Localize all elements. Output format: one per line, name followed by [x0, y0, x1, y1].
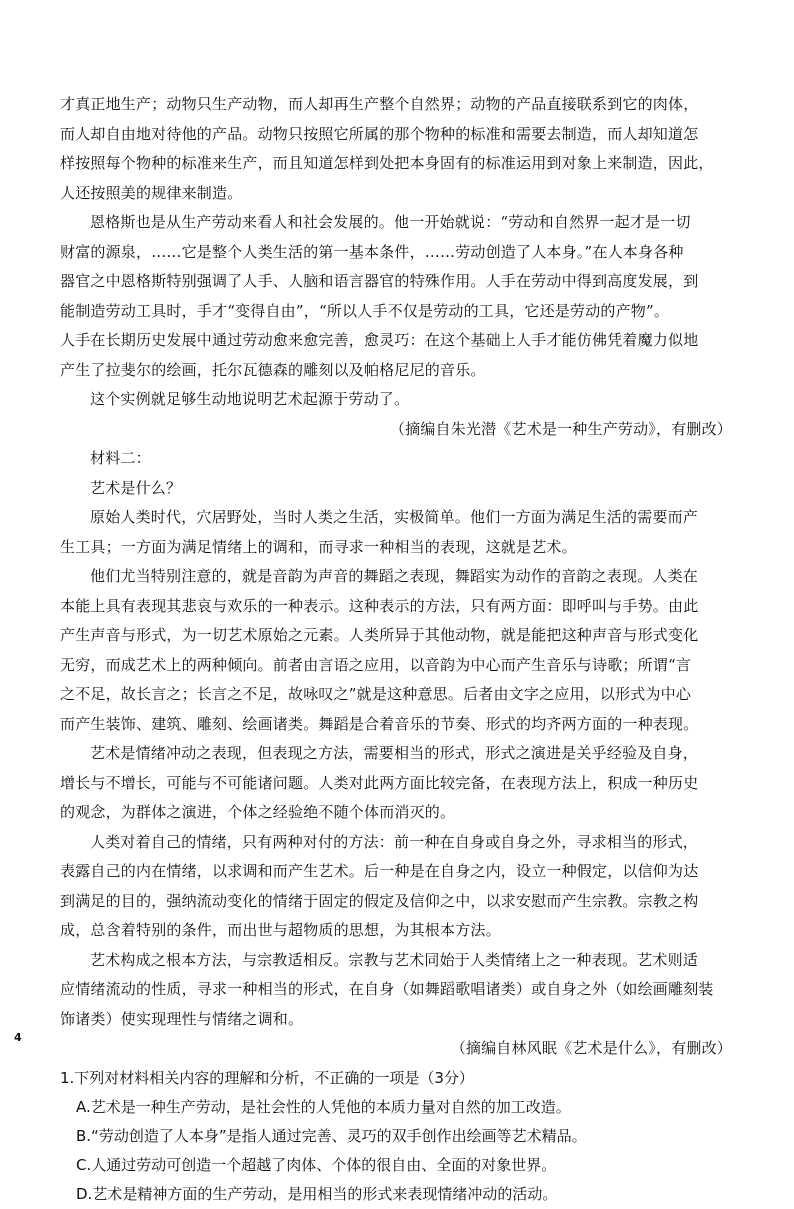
question-stem: 1.下列对材料相关内容的理解和分析，不正确的一项是（3分）: [60, 1068, 474, 1087]
text-line: 到满足的目的，强纳流动变化的情绪于固定的假定及信仰之中，以求安慰而产生宗教。宗教之构: [60, 891, 699, 910]
text-line: 原始人类时代，穴居野处，当时人类之生活，实极简单。他们一方面为满足生活的需要而产: [90, 508, 699, 526]
page-number: 4: [14, 1031, 22, 1044]
text-line: 产生声音与形式，为一切艺术原始之元素。人类所异于其他动物，就是能把这种声音与形式变化: [60, 626, 699, 644]
source-citation: （摘编自朱光潜《艺术是一种生产劳动》，有删改）: [389, 419, 732, 438]
option-d: D.艺术是精神方面的生产劳动，是用相当的形式来表现情绪冲动的活动。: [76, 1184, 558, 1203]
material-heading: 艺术是什么？: [90, 478, 182, 497]
text-line: 人还按照美的规律来制造。: [60, 183, 243, 202]
text-line: 增长与不增长，可能与不可能诸问题。人类对此两方面比较完备，在表现方法上，积成一种历史: [60, 773, 699, 792]
option-c: C.人通过劳动可创造一个超越了肉体、个体的很自由、全面的对象世界。: [76, 1155, 557, 1174]
material-two: [60, 444, 740, 1064]
text-line: 人手在长期历史发展中通过劳动愈来愈完善，愈灵巧：在这个基础上人手才能仿佛凭着魔力似地: [60, 331, 699, 349]
text-line: 而人却自由地对待他的产品。动物只按照它所属的那个物种的标准和需要去制造，而人却知道怎: [60, 124, 699, 143]
option-a: A.艺术是一种生产劳动，是社会性的人凭他的本质力量对自然的加工改造。: [76, 1097, 571, 1116]
material-label: 材料二：: [90, 449, 151, 467]
option-b: B.“劳动创造了人本身”是指人通过完善、灵巧的双手创作出绘画等艺术精品。: [76, 1126, 587, 1145]
text-line: 人类对着自己的情绪，只有两种对付的方法：前一种在自身或自身之外，寻求相当的形式，: [90, 832, 699, 851]
text-line: 应情绪流动的性质，寻求一种相当的形式，在自身（如舞蹈歌唱诸类）或自身之外（如绘画雕刻装: [60, 980, 714, 998]
text-line: 财富的源泉，……它是整个人类生活的第一基本条件，……劳动创造了人本身。”在人本身各种: [60, 242, 684, 261]
page-content: [60, 90, 740, 1209]
material-one: [60, 90, 740, 444]
text-line: 才真正地生产；动物只生产动物，而人却再生产整个自然界；动物的产品直接联系到它的肉体，: [60, 95, 699, 113]
source-citation: （摘编自林风眠《艺术是什么》，有删改）: [450, 1039, 732, 1057]
text-line: 产生了拉斐尔的绘画，托尔瓦德森的雕刻以及帕格尼尼的音乐。: [60, 360, 486, 379]
text-line: 表露自己的内在情绪，以求调和而产生艺术。后一种是在自身之内，设立一种假定，以信仰为达: [60, 862, 699, 880]
text-line: 本能上具有表现其悲哀与欢乐的一种表示。这种表示的方法，只有两方面：即呼叫与手势。由此: [60, 596, 699, 615]
text-line: 艺术构成之根本方法，与宗教适相反。宗教与艺术同始于人类情绪上之一种表现。艺术则适: [90, 950, 699, 969]
text-line: 他们尤当特别注意的，就是音韵为声音的舞蹈之表现，舞蹈实为动作的音韵之表现。人类在: [90, 567, 699, 585]
question-one: [60, 1064, 740, 1209]
text-line: 而产生装饰、建筑、雕刻、绘画诸类。舞蹈是合着音乐的节奏、形式的均齐两方面的一种表现。: [60, 714, 699, 733]
text-line: 样按照每个物种的标准来生产，而且知道怎样到处把本身固有的标准运用到对象上来制造，因此，: [60, 154, 714, 172]
text-line: 器官之中恩格斯特别强调了人手、人脑和语言器官的特殊作用。人手在劳动中得到高度发展，到: [60, 272, 699, 290]
text-line: 这个实例就足够生动地说明艺术起源于劳动了。: [90, 390, 410, 408]
text-line: 恩格斯也是从生产劳动来看人和社会发展的。他一开始就说：“劳动和自然界一起才是一切: [90, 213, 691, 231]
text-line: 艺术是情绪冲动之表现，但表现之方法，需要相当的形式，形式之演进是关乎经验及自身，: [90, 744, 699, 762]
text-line: 无穷，而成艺术上的两种倾向。前者由言语之应用，以音韵为中心而产生音乐与诗歌；所谓“言: [60, 655, 692, 674]
text-line: 饰诸类）使实现理性与情绪之调和。: [60, 1009, 304, 1028]
text-line: 能制造劳动工具时，手才“变得自由”，“所以人手不仅是劳动的工具，它还是劳动的产物”。: [60, 301, 670, 320]
text-line: 的观念，为群体之演进，个体之经验绝不随个体而消灭的。: [60, 803, 456, 821]
text-line: 成，总含着特别的条件，而出世与超物质的思想，为其根本方法。: [60, 921, 501, 939]
text-line: 生工具；一方面为满足情绪上的调和，而寻求一种相当的表现，这就是艺术。: [60, 537, 577, 556]
text-line: 之不足，故长言之；长言之不足，故咏叹之”就是这种意思。后者由文字之应用，以形式为中心: [60, 685, 692, 703]
